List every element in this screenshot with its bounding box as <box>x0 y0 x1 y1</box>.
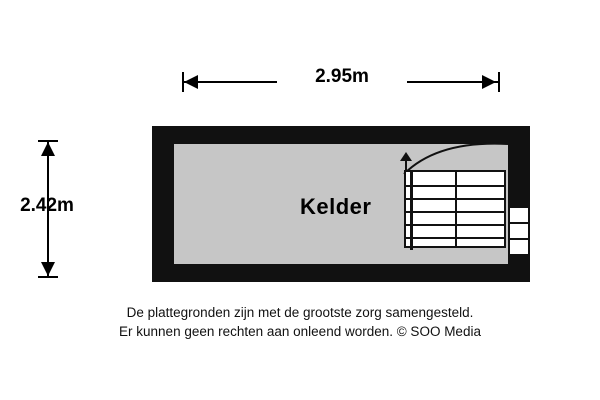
height-dimension <box>20 140 74 278</box>
window-bar <box>510 222 528 224</box>
height-dimension-label: 2.42m <box>20 195 74 216</box>
window-bar <box>510 238 528 240</box>
width-arrow-left-icon <box>184 75 198 89</box>
width-dimension-cap-right <box>498 72 500 92</box>
height-arrow-down-icon <box>41 262 55 276</box>
width-dimension <box>182 66 500 94</box>
width-arrow-right-icon <box>482 75 496 89</box>
disclaimer-line-2: Er kunnen geen rechten aan onleend worden. © SOO Media <box>119 324 481 339</box>
stair-center-line <box>455 172 457 246</box>
stairs-diagonal-line <box>400 140 510 174</box>
height-arrow-up-icon <box>41 142 55 156</box>
disclaimer-line-1: De plattegronden zijn met de grootste zorg samengesteld. <box>126 305 474 320</box>
room-label: Kelder <box>300 194 372 219</box>
disclaimer <box>0 303 600 341</box>
staircase-outline <box>404 170 506 248</box>
height-dimension-cap-bottom <box>38 276 58 278</box>
staircase <box>404 170 506 248</box>
window-opening <box>508 206 530 256</box>
stair-stringer <box>410 172 413 250</box>
width-dimension-label: 2.95m <box>277 66 407 88</box>
